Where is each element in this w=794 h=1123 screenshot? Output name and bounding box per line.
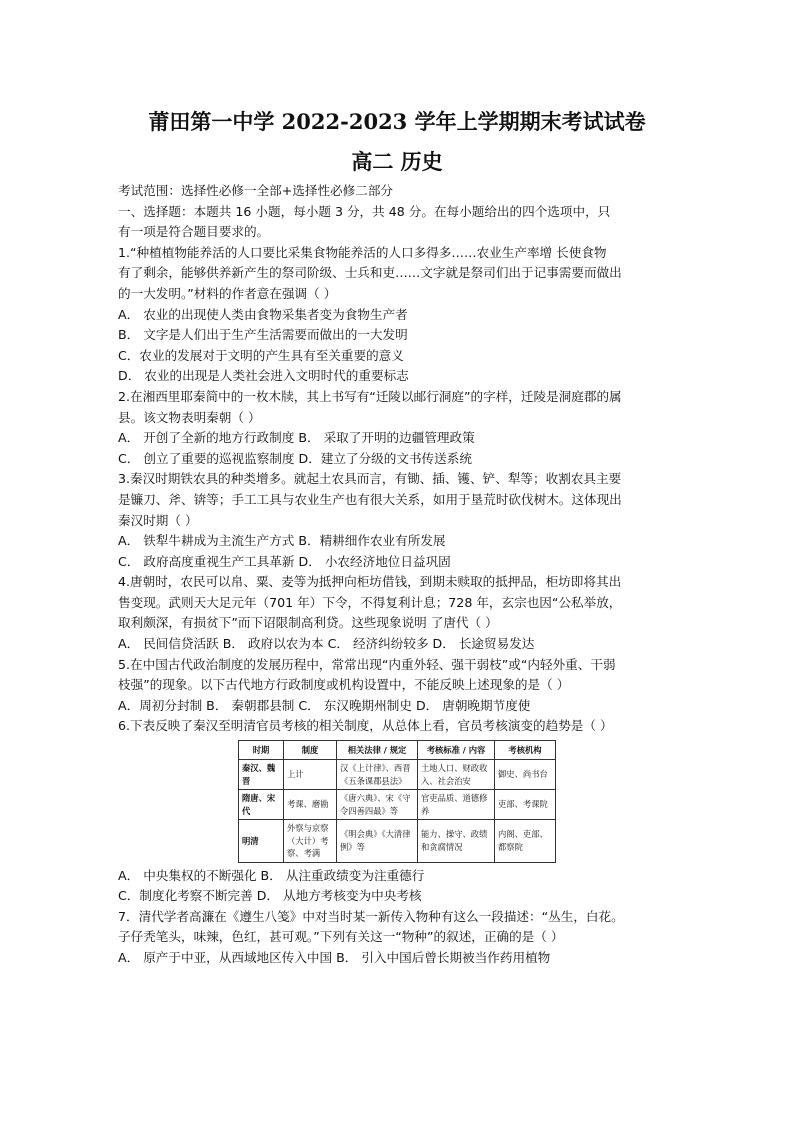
table-cell: 官吏品质、道德修养 <box>418 790 495 820</box>
answer-option: A． 原产于中亚，从西域地区传入中国 B． 引入中国后曾长期被当作药用植物 <box>118 949 551 965</box>
question-stem: 售变现。武则天大足元年（701 年）下令，不得复利计息；728 年，玄宗也因“公私举放， <box>118 594 622 610</box>
question-stem: 秦汉时期（ ） <box>118 512 198 528</box>
answer-option: C． 政府高度重视生产工具革新 D． 小农经济地位日益巩固 <box>118 553 451 569</box>
answer-option: C． 创立了重要的巡视监察制度 D．建立了分级的文书传送系统 <box>118 450 472 466</box>
answer-option: A．周初分封制 B． 秦朝郡县制 C． 东汉晚期州制史 D． 唐朝晚期节度使 <box>118 697 531 713</box>
question-stem: 县。该文物表明秦朝（ ） <box>118 409 261 425</box>
answer-option: A． 铁犁牛耕成为主流生产方式 B．精耕细作农业有所发展 <box>118 533 446 549</box>
table-cell: 隋唐、宋代 <box>239 790 284 820</box>
question-stem: 7．清代学者高濂在《遵生八笺》中对当时某一新传入物种有这么一段描述：“丛生，白花。 <box>118 908 624 924</box>
question-stem: 1.“种植植物能养活的人口要比采集食物能养活的人口多得多……农业生产率增 长使食物 <box>118 244 607 260</box>
answer-option: A． 中央集权的不断强化 B． 从注重政绩变为注重德行 <box>118 867 425 883</box>
answer-option: A． 开创了全新的地方行政制度 B． 采取了开明的边疆管理政策 <box>118 430 475 446</box>
assessment-table-wrap <box>238 740 678 863</box>
question-stem: 的一大发明。”材料的作者意在强调（ ） <box>118 285 337 301</box>
table-header-row <box>239 741 556 760</box>
question-stem: 是镰刀、斧、锛等；手工工具与农业生产也有很大关系，如用于垦荒时砍伐树木。这体现出 <box>118 491 622 507</box>
column-header: 相关法律 / 规定 <box>337 741 418 760</box>
question-stem: 5.在中国古代政治制度的发展历程中，常常出现“内重外轻、强干弱枝”或“内轻外重、干弱 <box>118 656 616 672</box>
exam-subtitle: 高二 历史 <box>351 149 443 174</box>
table-cell: 土地人口、财政收入、社会治安 <box>418 760 495 790</box>
table-cell: 《明会典》《大清律例》等 <box>337 820 418 863</box>
table-cell: 上计 <box>284 760 337 790</box>
table-cell: 考课、磨勘 <box>284 790 337 820</box>
table-row <box>239 820 556 863</box>
table-row <box>239 790 556 820</box>
table-row <box>239 760 556 790</box>
table-cell: 汉《上计律》、西晋《五条课郡县法》 <box>337 760 418 790</box>
column-header: 制度 <box>284 741 337 760</box>
question-stem: 3.秦汉时期铁农具的种类增多。就起土农具而言，有锄、插、镬、铲、犁等；收割农具主要 <box>118 471 622 487</box>
column-header: 考核标准 / 内容 <box>418 741 495 760</box>
table-cell: 明清 <box>239 820 284 863</box>
exam-title: 莆田第一中学 2022-2023 学年上学期期末考试试卷 <box>148 109 646 134</box>
question-stem: 枝强”的现象。以下古代地方行政制度或机构设置中，不能反映上述现象的是（ ） <box>118 677 570 693</box>
table-cell: 外察与京察（大计）考察、考满 <box>284 820 337 863</box>
exam-body <box>118 181 678 969</box>
table-cell: 吏部、考课院 <box>495 790 556 820</box>
question-stem: 有了剩余，能够供养新产生的祭司阶级、士兵和吏……文字就是祭司们出于记事需要而做出 <box>118 265 622 281</box>
question-stem: 子仔秃笔头，味辣，色红，甚可观。”下列有关这一“物种”的叙述，正确的是（ ） <box>118 929 564 945</box>
table-cell: 秦汉、魏晋 <box>239 760 284 790</box>
column-header: 考核机构 <box>495 741 556 760</box>
answer-option: A． 农业的出现使人类由食物采集者变为食物生产者 <box>118 306 408 322</box>
section-instructions: 有一项是符合题目要求的。 <box>118 224 270 240</box>
question-stem: 取利颇深，有损贫下”而下诏限制高利贷。这些现象说明 了唐代（ ） <box>118 615 498 631</box>
question-stem: 6.下表反映了秦汉至明清官员考核的相关制度，从总体上看，官员考核演变的趋势是（ ） <box>118 718 613 734</box>
section-instructions: 一、选择题：本题共 16 小题，每小题 3 分，共 48 分。在每小题给出的四个选项中，只 <box>118 203 611 219</box>
answer-option: A． 民间信贷活跃 B． 政府以农为本 C． 经济纠纷较多 D． 长途贸易发达 <box>118 636 535 652</box>
question-stem: 2.在湘西里耶秦简中的一枚木牍，其上书写有“迁陵以邮行洞庭”的字样，迁陵是洞庭郡的属 <box>118 388 622 404</box>
assessment-table <box>238 740 556 863</box>
table-cell: 内阁、吏部、都察院 <box>495 820 556 863</box>
answer-option: C．农业的发展对于文明的产生具有至关重要的意义 <box>118 347 404 363</box>
table-cell: 《唐六典》、宋《守令四善四最》等 <box>337 790 418 820</box>
question-stem: 4.唐朝时，农民可以帛、粟、麦等为抵押向柜坊借钱，到期未赎取的抵押品，柜坊即将其出 <box>118 574 622 590</box>
exam-scope: 考试范围：选择性必修一全部+选择性必修二部分 <box>118 183 394 198</box>
answer-option: B． 文字是人们出于生产生活需要而做出的一大发明 <box>118 327 408 343</box>
column-header: 时期 <box>239 741 284 760</box>
answer-option: D． 农业的出现是人类社会进入文明时代的重要标志 <box>118 368 409 384</box>
table-cell: 御史、尚书台 <box>495 760 556 790</box>
table-cell: 能力、操守、政绩和贪腐情况 <box>418 820 495 863</box>
answer-option: C．制度化考察不断完善 D． 从地方考核变为中央考核 <box>118 888 422 904</box>
